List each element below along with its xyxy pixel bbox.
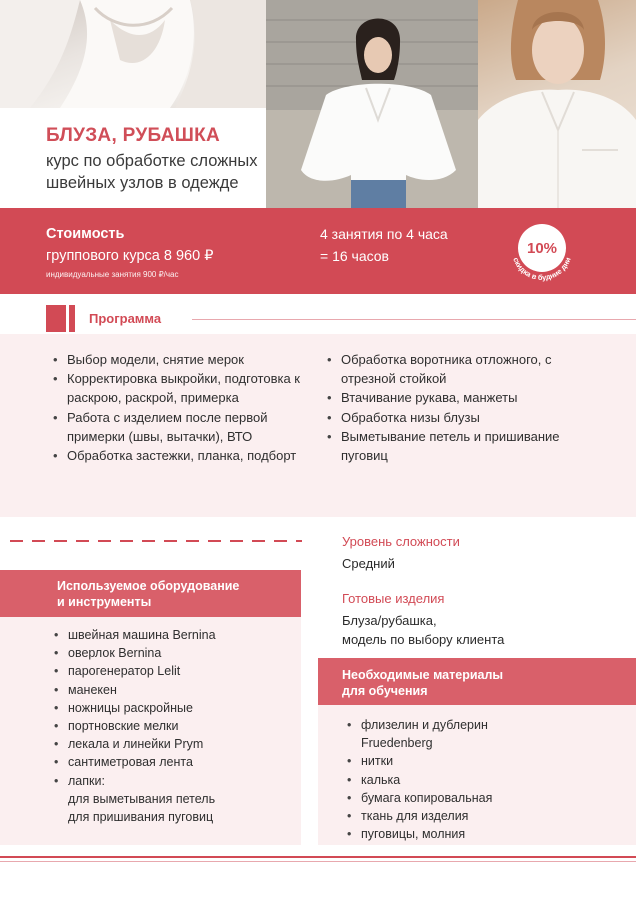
equipment-header <box>0 570 301 617</box>
photo-blouse-drape <box>0 0 266 108</box>
program-item: • Выбор модели, снятие мерок <box>52 350 302 369</box>
price-label: Стоимость <box>46 226 125 242</box>
program-item: • Обработка застежки, планка, подборт <box>52 446 302 465</box>
material-item: • нитки <box>347 752 627 770</box>
lessons-total-hours: = 16 часов <box>320 248 389 264</box>
group-price: группового курса 8 960 ₽ <box>46 248 214 264</box>
materials-list <box>347 716 627 843</box>
material-item-continued: Fruedenberg <box>361 736 433 751</box>
products-value-line-1: Блуза/рубашка, <box>342 613 437 628</box>
equipment-title <box>57 578 239 610</box>
materials-title <box>342 667 503 699</box>
program-item: • Втачивание рукава, манжеты <box>326 388 596 407</box>
equipment-item: • лекала и линейки Prym <box>54 735 299 753</box>
footer-line-thin <box>0 861 636 862</box>
difficulty-label: Уровень сложности <box>342 534 460 549</box>
difficulty-value: Средний <box>342 556 395 571</box>
equipment-item: • оверлок Bernina <box>54 644 299 662</box>
dashed-divider <box>10 540 302 542</box>
equipment-item: • сантиметровая лента <box>54 753 299 771</box>
equipment-sub-item: для пришивания пуговиц <box>68 810 214 825</box>
program-list-right <box>326 350 596 465</box>
footer-line-thick <box>0 856 636 858</box>
program-divider <box>192 319 636 320</box>
equipment-item: • манекен <box>54 681 299 699</box>
program-title: Программа <box>89 311 162 326</box>
program-marker-block <box>46 305 66 332</box>
material-item: • пуговицы, молния <box>347 825 627 843</box>
course-title: БЛУЗА, РУБАШКА <box>46 125 221 146</box>
material-item: • флизелин и дублерин <box>347 716 627 734</box>
products-value-line-2: модель по выбору клиента <box>342 632 505 647</box>
equipment-title-line-2: и инструменты <box>57 595 152 609</box>
materials-title-line-1: Необходимые материалы <box>342 668 504 682</box>
program-panel <box>0 334 636 517</box>
material-item: • калька <box>347 771 627 789</box>
equipment-item: • портновские мелки <box>54 717 299 735</box>
equipment-item: • ножницы раскройные <box>54 699 299 717</box>
program-item: • Выметывание петель и пришивание пуговиц <box>326 427 596 465</box>
equipment-item: • швейная машина Bernina <box>54 626 299 644</box>
photo-model-portrait-art <box>478 0 636 208</box>
equipment-list <box>54 626 299 826</box>
program-header <box>46 305 636 333</box>
photo-model-portrait <box>478 0 636 208</box>
program-list-left <box>52 350 302 465</box>
material-item: • бумага копировальная <box>347 789 627 807</box>
program-item: • Обработка низы блузы <box>326 408 596 427</box>
material-item: • ткань для изделия <box>347 807 627 825</box>
materials-header <box>318 658 636 705</box>
discount-caption-arc <box>504 216 576 288</box>
course-subtitle-line-2: швейных узлов в одежде <box>46 174 239 192</box>
course-subtitle-line-1: курс по обработке сложных <box>46 152 258 170</box>
course-title-block <box>46 124 326 194</box>
photo-blouse-drape-art <box>0 0 266 108</box>
equipment-item: • парогенератор Lelit <box>54 662 299 680</box>
materials-title-line-2: для обучения <box>342 684 428 698</box>
program-item: • Работа с изделием после первой примерки (швы, вытачки), ВТО <box>52 408 302 446</box>
svg-text:скидка в будние дни <box>511 256 573 282</box>
program-item: • Корректировка выкройки, подготовка к раскрою, раскрой, примерка <box>52 369 302 407</box>
equipment-sub-item: для выметывания петель <box>68 791 216 806</box>
equipment-title-line-1: Используемое оборудование <box>57 579 240 593</box>
program-item: • Обработка воротника отложного, с отрезной стойкой <box>326 350 596 388</box>
discount-badge <box>504 216 576 288</box>
products-label: Готовые изделия <box>342 591 445 606</box>
program-marker-bar <box>69 305 75 332</box>
individual-price-note: индивидуальные занятия 900 ₽/час <box>46 270 179 279</box>
equipment-item: • лапки: <box>54 772 299 790</box>
discount-percent: 10% <box>526 240 558 257</box>
lessons-count: 4 занятия по 4 часа <box>320 226 448 242</box>
discount-caption: скидка в будние дни <box>511 256 573 283</box>
